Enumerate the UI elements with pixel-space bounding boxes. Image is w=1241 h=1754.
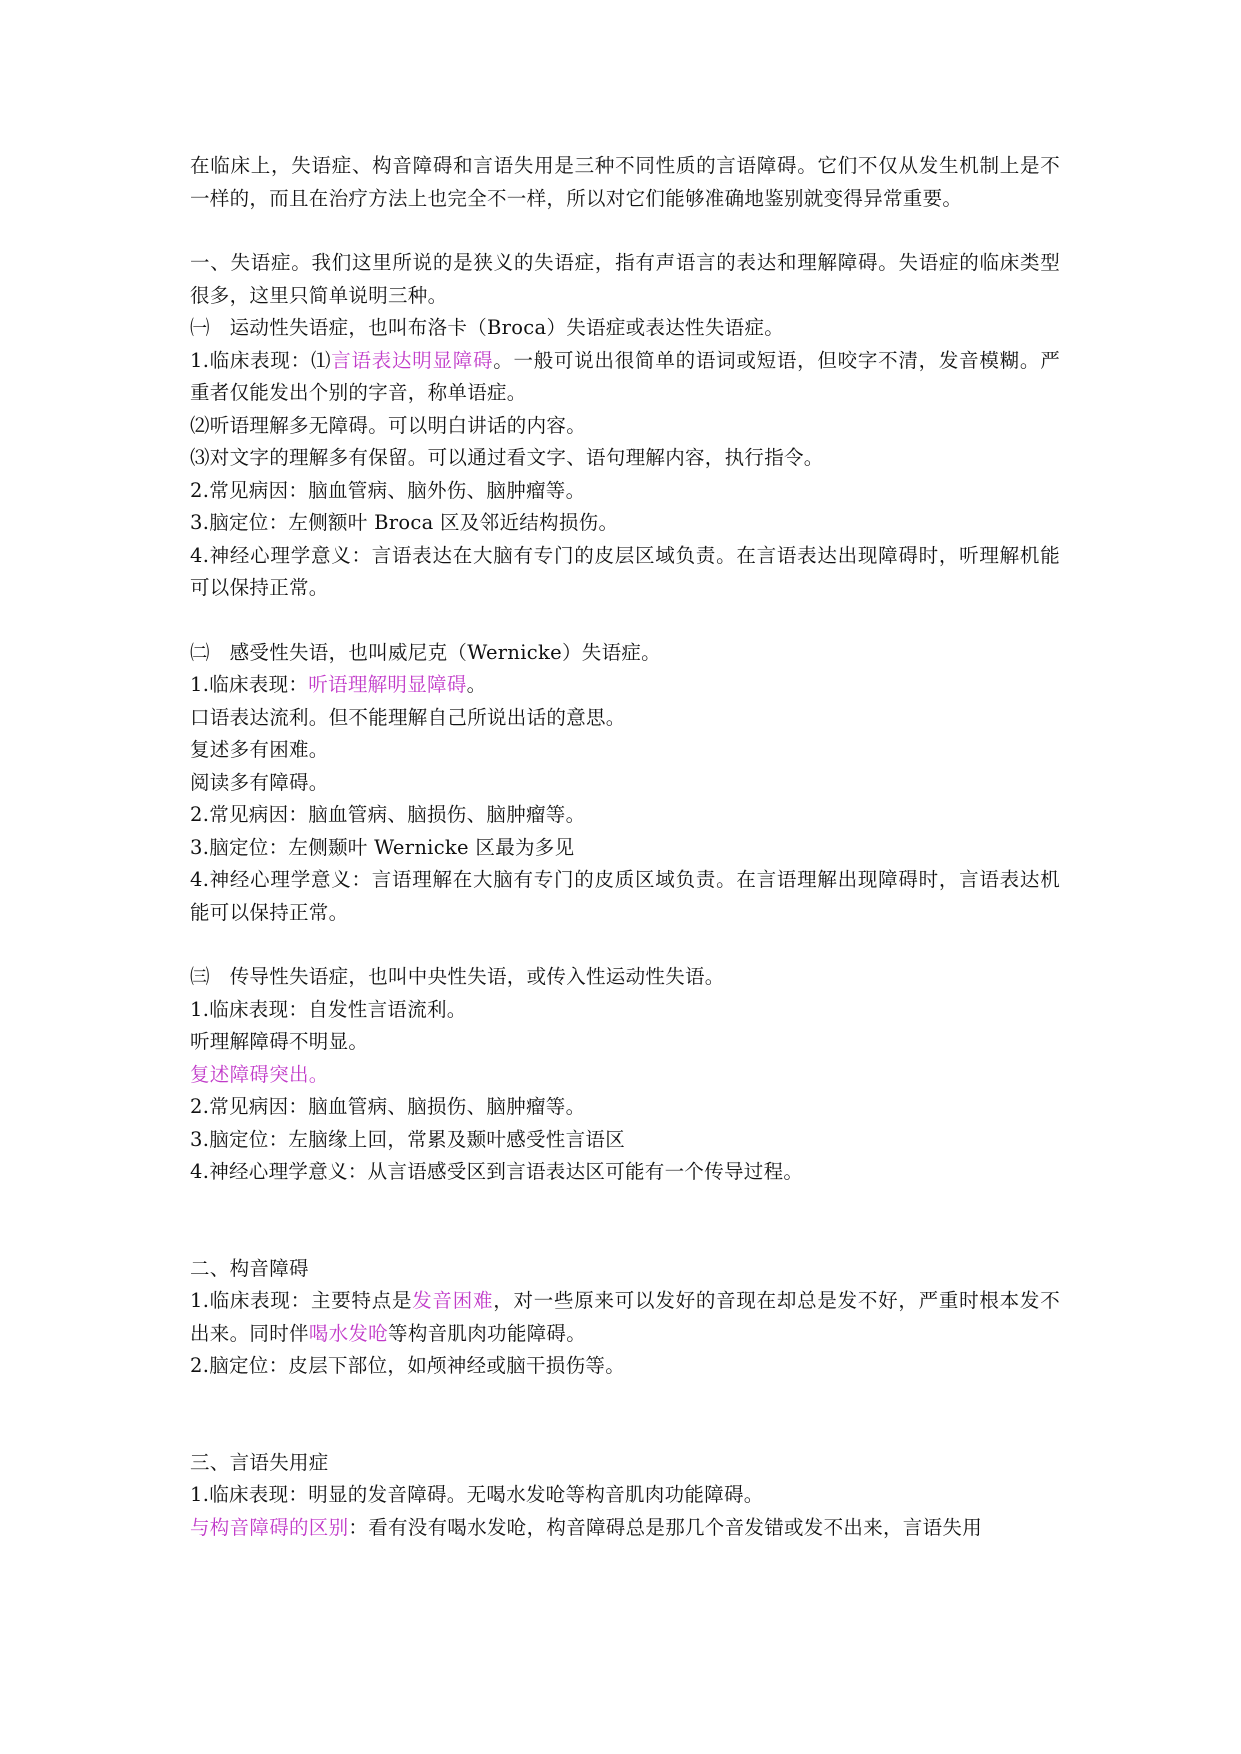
dysarthria-location: 2.脑定位：皮层下部位，如颅神经或脑干损伤等。 — [190, 1354, 626, 1377]
document-body — [190, 150, 1060, 1544]
wernicke-cause: 2.常见病因：脑血管病、脑损伤、脑肿瘤等。 — [190, 803, 586, 826]
conduction-symptom-2: 听理解障碍不明显。 — [190, 1030, 369, 1053]
spacer — [190, 605, 1060, 637]
spacer — [190, 1383, 1060, 1447]
dysarthria-rest: 等构音肌肉功能障碍。 — [388, 1321, 587, 1345]
conduction-meaning: 4.神经心理学意义：从言语感受区到言语表达区可能有一个传导过程。 — [190, 1160, 804, 1183]
apraxia-difference-rest: ：看有没有喝水发呛，构音障碍总是那几个音发错或发不出来，言语失用 — [348, 1515, 983, 1539]
wernicke-location: 3.脑定位：左侧颞叶 Wernicke 区最为多见 — [190, 835, 575, 859]
broca-symptom-3: ⑶对文字的理解多有保留。可以通过看文字、语句理解内容，执行指令。 — [190, 446, 824, 469]
broca-title: ㈠ 运动性失语症，也叫布洛卡（Broca）失语症或表达性失语症。 — [190, 316, 785, 339]
wernicke-symptom-rest: 。 — [466, 673, 487, 696]
broca-meaning: 4.神经心理学意义：言语表达在大脑有专门的皮层区域负责。在言语表达出现障碍时，听理解机能可以保持正常。 — [190, 543, 1060, 599]
conduction-symptom-3: 复述障碍突出。 — [190, 1062, 329, 1086]
broca-symptom-highlight: 言语表达明显障碍 — [331, 348, 494, 372]
apraxia-difference — [190, 1512, 1060, 1545]
conduction-cause: 2.常见病因：脑血管病、脑损伤、脑肿瘤等。 — [190, 1095, 586, 1118]
broca-cause: 2.常见病因：脑血管病、脑外伤、脑肿瘤等。 — [190, 478, 586, 502]
broca-symptom-2: ⑵听语理解多无障碍。可以明白讲话的内容。 — [190, 413, 587, 437]
wernicke-meaning: 4.神经心理学意义：言语理解在大脑有专门的皮质区域负责。在言语理解出现障碍时，言语表达机能可以保持正常。 — [190, 868, 1060, 924]
spacer — [190, 929, 1060, 961]
dysarthria-prefix: 1.临床表现：主要特点是 — [190, 1289, 413, 1312]
section3-heading: 三、言语失用症 — [190, 1450, 329, 1474]
wernicke-symptom-4: 阅读多有障碍。 — [190, 770, 329, 794]
conduction-location: 3.脑定位：左脑缘上回，常累及颞叶感受性言语区 — [190, 1127, 626, 1151]
conduction-symptom-1: 1.临床表现：自发性言语流利。 — [190, 997, 467, 1021]
wernicke-symptom-3: 复述多有困难。 — [190, 738, 329, 761]
section1-heading: 一、失语症。我们这里所说的是狭义的失语症，指有声语言的表达和理解障碍。失语症的临床类型很多，这里只简单说明三种。 — [190, 251, 1060, 307]
wernicke-symptom-highlight: 听语理解明显障碍 — [308, 673, 467, 696]
wernicke-symptom-2: 口语表达流利。但不能理解自己所说出话的意思。 — [190, 705, 626, 729]
broca-symptom-prefix: 1.临床表现：⑴ — [190, 348, 332, 372]
dysarthria-highlight-1: 发音困难 — [412, 1289, 494, 1312]
intro-paragraph: 在临床上，失语症、构音障碍和言语失用是三种不同性质的言语障碍。它们不仅从发生机制上是不一样的，而且在治疗方法上也完全不一样，所以对它们能够准确地鉴别就变得异常重要。 — [190, 154, 1060, 210]
broca-symptom-rest: 。一般可说出很简单的语词或短语，但咬字不清，发音模糊。严重者仅能发出个别的字音，称单语症。 — [190, 348, 1060, 404]
wernicke-symptom-1 — [190, 669, 1060, 702]
apraxia-difference-highlight: 与构音障碍的区别 — [190, 1515, 349, 1539]
wernicke-symptom-prefix: 1.临床表现： — [190, 673, 309, 696]
conduction-title: ㈢ 传导性失语症，也叫中央性失语，或传入性运动性失语。 — [190, 965, 725, 988]
broca-location: 3.脑定位：左侧额叶 Broca 区及邻近结构损伤。 — [190, 511, 619, 534]
spacer — [190, 1189, 1060, 1253]
dysarthria-mid: ，对一些原来可以发好的音现在却总是发不好，严重时根本发不出来。同时伴 — [190, 1289, 1060, 1345]
apraxia-symptom: 1.临床表现：明显的发音障碍。无喝水发呛等构音肌肉功能障碍。 — [190, 1483, 764, 1506]
spacer — [190, 215, 1060, 247]
dysarthria-symptom — [190, 1285, 1060, 1350]
dysarthria-highlight-2: 喝水发呛 — [308, 1321, 389, 1345]
wernicke-title: ㈡ 感受性失语，也叫威尼克（Wernicke）失语症。 — [190, 640, 661, 664]
broca-symptom-1 — [190, 345, 1060, 410]
section2-heading: 二、构音障碍 — [190, 1256, 309, 1280]
